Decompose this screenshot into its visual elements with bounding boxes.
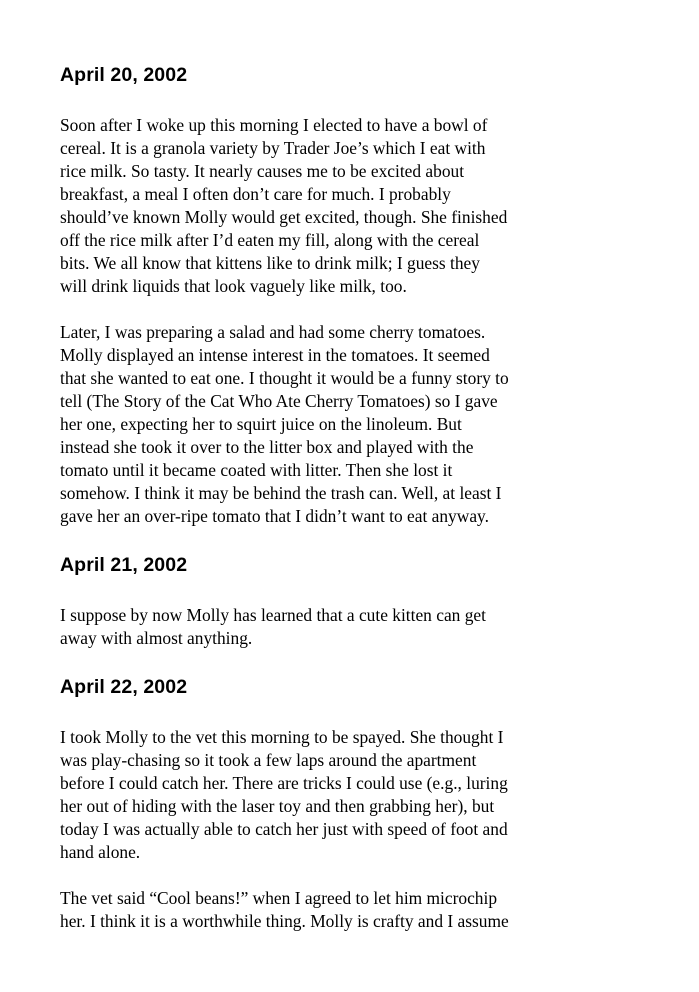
- entry-date-heading: April 22, 2002: [60, 676, 188, 698]
- document-page: [60, 62, 590, 933]
- entry-date-heading: April 20, 2002: [60, 64, 188, 86]
- entry-date-heading: April 21, 2002: [60, 554, 188, 576]
- entry-paragraph: I suppose by now Molly has learned that a cute kitten can get away with almost anything.: [60, 605, 486, 648]
- entry-paragraph: The vet said “Cool beans!” when I agreed to let him microchip her. I think it is a worthwhile thing. Molly is crafty and I assume: [60, 888, 509, 931]
- entry-paragraph: Later, I was preparing a salad and had some cherry tomatoes. Molly displayed an intense interest in the tomatoes. It seemed that she wanted to eat one. I thought it would be a funny story to tell (The Story of the Cat Who Ate Cherry Tomatoes) so I gave her one, expecting her to squirt juice on the linoleum. But instead she took it over to the litter box and played with the tomato until it became coated with litter. Then she lost it somehow. I think it may be behind the trash can. Well, at least I gave her an over-ripe tomato that I didn’t want to eat anyway.: [60, 322, 509, 526]
- entry-paragraph: I took Molly to the vet this morning to be spayed. She thought I was play-chasing so it took a few laps around the apartment before I could catch her. There are tricks I could use (e.g., luring her out of hiding with the laser toy and then grabbing her), but today I was actually able to catch her just with speed of foot and hand alone.: [60, 727, 508, 862]
- entry-paragraph: Soon after I woke up this morning I elected to have a bowl of cereal. It is a granola variety by Trader Joe’s which I eat with rice milk. So tasty. It nearly causes me to be excited about breakfast, a meal I often don’t care for much. I probably should’ve known Molly would get excited, though. She finished off the rice milk after I’d eaten my fill, along with the cereal bits. We all know that kittens like to drink milk; I guess they will drink liquids that look vaguely like milk, too.: [60, 115, 508, 296]
